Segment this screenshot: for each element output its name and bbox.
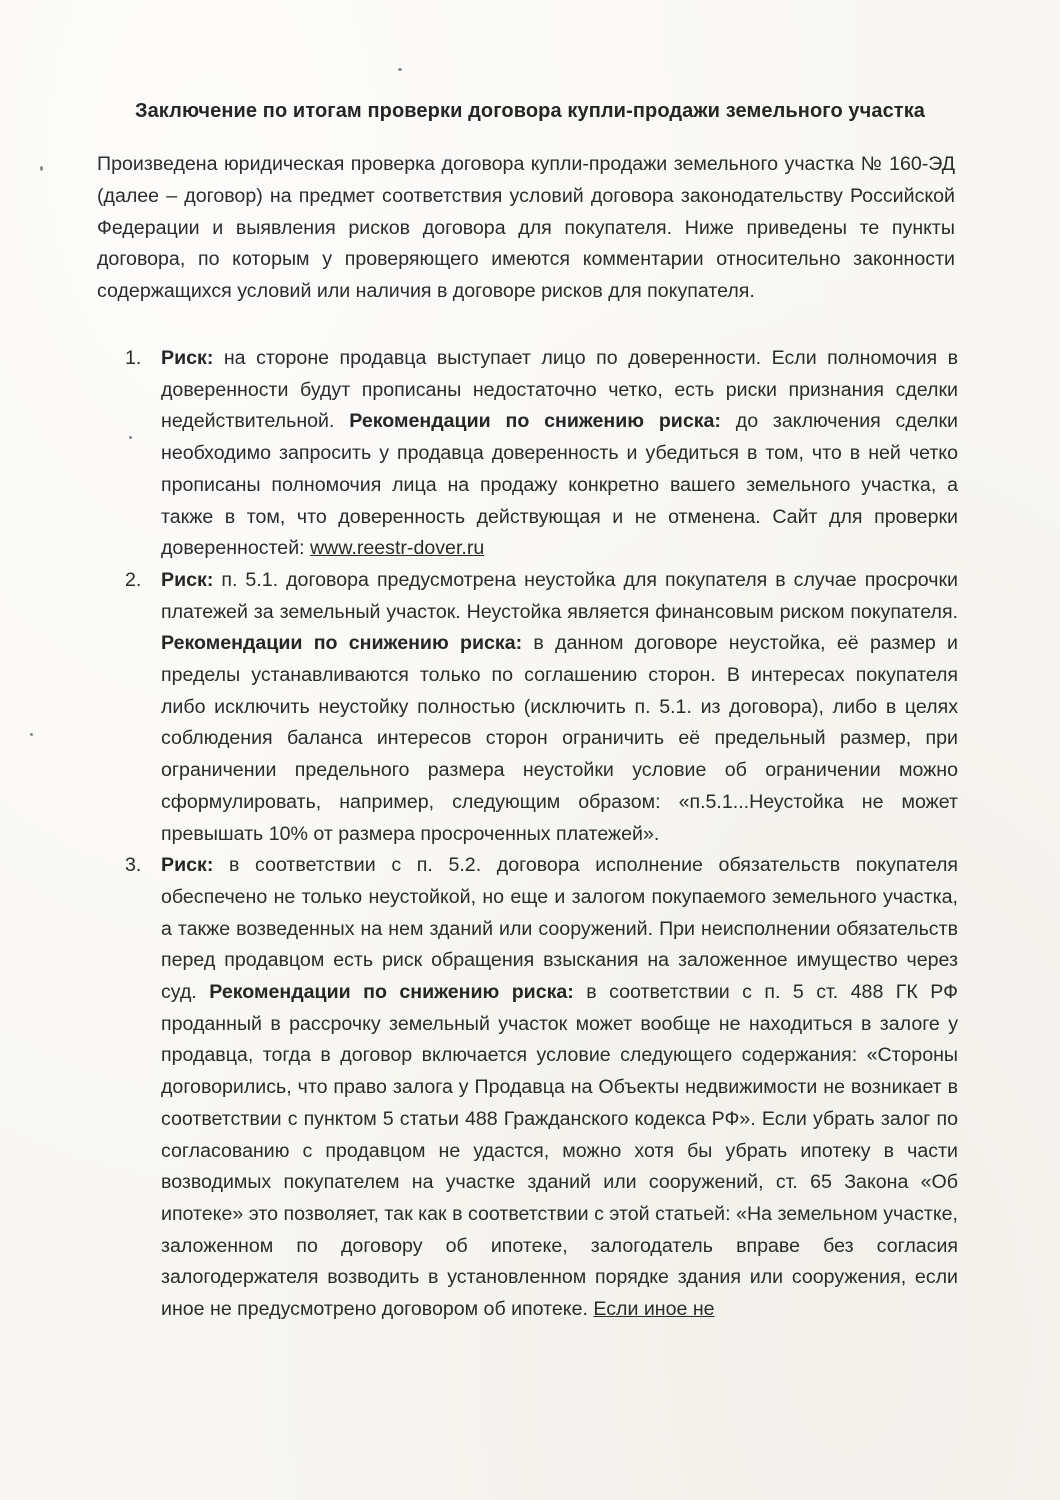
recommendation-text: до заключения сделки необходимо запросить у продавца доверенность и убедиться в том, что в ней четко прописаны полномочия лица на продажу конкретно вашего земельного участка, а также в том, что доверенность действующая и не отменена. Сайт для проверки доверенностей: (161, 410, 958, 560)
recommendation-label: Рекомендации по снижению риска: (349, 410, 721, 433)
reestr-link[interactable]: www.reestr-dover.ru (310, 537, 485, 560)
risk-item (125, 850, 958, 1326)
document-title: Заключение по итогам проверки договора купли-продажи земельного участка (134, 100, 926, 122)
risk-list (0, 343, 1060, 1326)
risk-label: Риск: (161, 568, 214, 591)
recommendation-text: в данном договоре неустойка, её размер и пределы устанавливаются только по соглашению сторон. В интересах покупателя либо исключить неустойку полностью (исключить п. 5.1. из договора), либо в целях соблюдения баланса интересов сторон ограничить её предельный размер, при ограничении предельного размера неустойки условие об ограничении можно сформулировать, например, следующим образом: «п.5.1...Неустойка не может превышать 10% от размера просроченных платежей». (161, 632, 958, 845)
intro-paragraph: Произведена юридическая проверка договора купли-продажи земельного участка № 160-ЭД (далее – договор) на предмет соответствия условий договора законодательству Российской Федерации и выявления рисков договора для покупателя. Ниже приведены те пункты договора, по которым у проверяющего имеются комментарии относительно законности содержащихся условий или наличия в договоре рисков для покупателя. (97, 153, 955, 303)
risk-text: на стороне продавца выступает лицо по доверенности. Если полномочия в доверенности будут прописаны недостаточно четко, есть риски признания сделки недействительной. (161, 347, 958, 433)
scan-speck (398, 68, 402, 71)
recommendation-text: в соответствии с п. 5 ст. 488 ГК РФ проданный в рассрочку земельный участок может вообще не находиться в залоге у продавца, тогда в договор включается условие следующего содержания: «Стороны договорились, что право залога у Продавца на Объекты недвижимости не возникает в соответствии с пунктом 5 статьи 488 Гражданского кодекса РФ». Если убрать залог по согласованию с продавцом не удастся, можно хотя бы убрать ипотеку в части возводимых покупателем на участке зданий или сооружений, ст. 65 Закона «Об ипотеке» это позволяет, так как в соответствии с этой статьей: «На земельном участке, заложенном по договору об ипотеке, залогодатель вправе без согласия залогодержателя возводить в установленном порядке здания или сооружения, если иное не предусмотрено договором об ипотеке. (161, 981, 958, 1321)
risk-item (125, 343, 958, 565)
risk-text: п. 5.1. договора предусмотрена неустойка для покупателя в случае просрочки платежей за земельный участок. Неустойка является финансовым риском покупателя. (161, 568, 958, 623)
underlined-continuation: Если иное не (593, 1298, 715, 1321)
recommendation-label: Рекомендации по снижению риска: (209, 981, 574, 1004)
risk-item (125, 565, 958, 850)
recommendation-label: Рекомендации по снижению риска: (161, 632, 523, 655)
scan-speck (40, 166, 43, 171)
item-number: 2. (125, 568, 142, 591)
item-number: 1. (125, 347, 142, 369)
risk-text: в соответствии с п. 5.2. договора исполнение обязательств покупателя обеспечено не только неустойкой, но еще и залогом покупаемого земельного участка, а также возведенных на нем зданий или сооружений. При неисполнении обязательств перед продавцом есть риск обращения взыскания на заложенное имущество через суд. (161, 854, 958, 1004)
risk-label: Риск: (161, 347, 214, 369)
item-number: 3. (125, 854, 142, 877)
risk-label: Риск: (161, 854, 214, 877)
